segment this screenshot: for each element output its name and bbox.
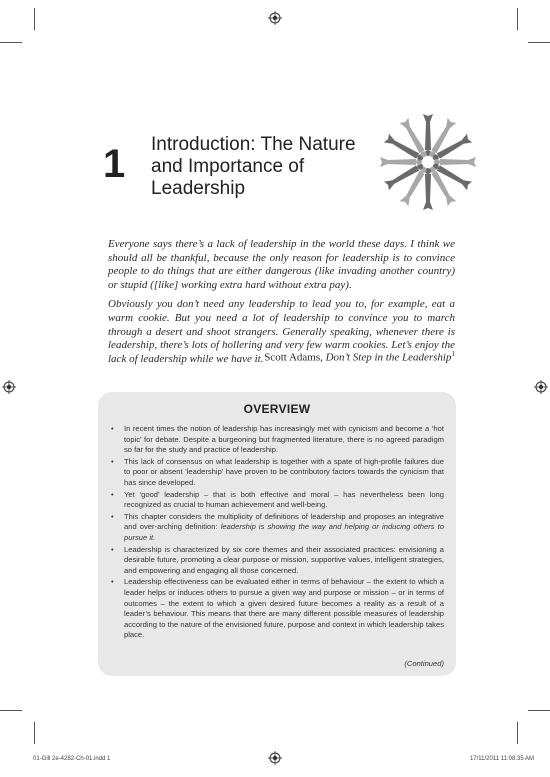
crop-mark — [528, 710, 550, 711]
overview-item: • Yet ‘good’ leadership – that is both effective and moral – has nevertheless been long recognized as crucial to human achievement and well-being. — [111, 489, 444, 510]
bullet-icon: • — [111, 544, 114, 554]
registration-mark-icon — [268, 11, 282, 25]
epigraph-attribution — [108, 350, 455, 364]
crop-mark — [0, 42, 22, 43]
epigraph-author: Scott Adams, — [264, 351, 323, 364]
epigraph-source: Don’t Step in the Leadership — [325, 351, 452, 364]
registration-mark-icon — [268, 751, 282, 765]
overview-list — [110, 424, 444, 642]
chapter-number: 1 — [103, 142, 126, 186]
definition-emphasis: leadership is showing the way and helping or inducing others to pursue it. — [124, 522, 444, 542]
overview-item: • This chapter considers the multiplicity of definitions of leadership and proposes an integrative and over-arching definition: leadership is showing the way and helping or inducing others to pursue it. — [111, 511, 444, 542]
crop-mark — [517, 722, 518, 744]
chapter-title-line: and Importance of — [151, 156, 305, 177]
overview-item: • This lack of consensus on what leadership is together with a spate of high-profile failures due to poor or absent ‘leadership’ have proven to be contributory factors towards the cynicism that has since developed. — [111, 456, 444, 487]
crop-mark — [34, 722, 35, 744]
human-circle-emblem-icon — [376, 110, 480, 214]
bullet-icon: • — [111, 577, 114, 587]
continued-note: (Continued) — [404, 659, 444, 668]
chapter-title — [151, 134, 381, 200]
bullet-icon: • — [111, 511, 114, 521]
bullet-icon: • — [111, 489, 114, 499]
footnote-marker: 1 — [451, 350, 455, 358]
epigraph-paragraph: Everyone says there’s a lack of leadership in the world these days. I think we should all be thankful, because the only reason for leadership is to convince people to do things that are either dangerous (like invading another country) or stupid ([like] working extra hard without extra pay). — [108, 238, 455, 291]
overview-box — [98, 392, 456, 676]
footer-date-slug: 17/11/2011 11:08:35 AM — [469, 756, 534, 762]
registration-mark-icon — [2, 380, 16, 394]
chapter-title-line: Introduction: The Nature — [151, 134, 356, 155]
crop-mark — [0, 710, 22, 711]
bullet-icon: • — [111, 456, 114, 466]
overview-item: • In recent times the notion of leadership has increasingly met with cynicism and become a ‘hot topic’ for debate. Despite a burgeoning but fragmented literature, there is no agreed paradigm so far for the study and practice of leadership. — [111, 424, 444, 455]
chapter-title-line: Leadership — [151, 178, 246, 199]
footer-file-slug: 01-Gill 2e-4282-Ch-01.indd 1 — [33, 756, 111, 762]
overview-item: • Leadership effectiveness can be evaluated either in terms of behaviour – the extent to which a leader helps or induces others to pursue a given way and purpose or mission – or in terms of outcomes – the extent to which a given desired future becomes a reality as a result of a leader’s behaviour. This means that there are many different possible measures of leadership according to the nature of the envisioned future, purpose and context in which leadership takes place. — [111, 577, 444, 640]
crop-mark — [528, 42, 550, 43]
epigraph-paragraph: Obviously you don’t need any leadership to lead you to, for example, eat a warm cookie. But you need a lot of leadership to convince you to march through a desert and shoot strangers. Generally speaking, whenever there is leadership, there’s lots of hollering and very few warm cookies. Let’s enjoy the lack of leadership while we have it. — [108, 298, 455, 365]
registration-mark-icon — [534, 380, 548, 394]
overview-title: OVERVIEW — [243, 402, 311, 416]
crop-mark — [34, 8, 35, 30]
overview-item: • Leadership is characterized by six core themes and their associated practices: envisioning a desirable future, promoting a clear purpose or mission, supportive values, intelligent strategies, and empowering and engaging all those concerned. — [111, 544, 444, 575]
crop-mark — [517, 8, 518, 30]
bullet-icon: • — [111, 424, 114, 433]
